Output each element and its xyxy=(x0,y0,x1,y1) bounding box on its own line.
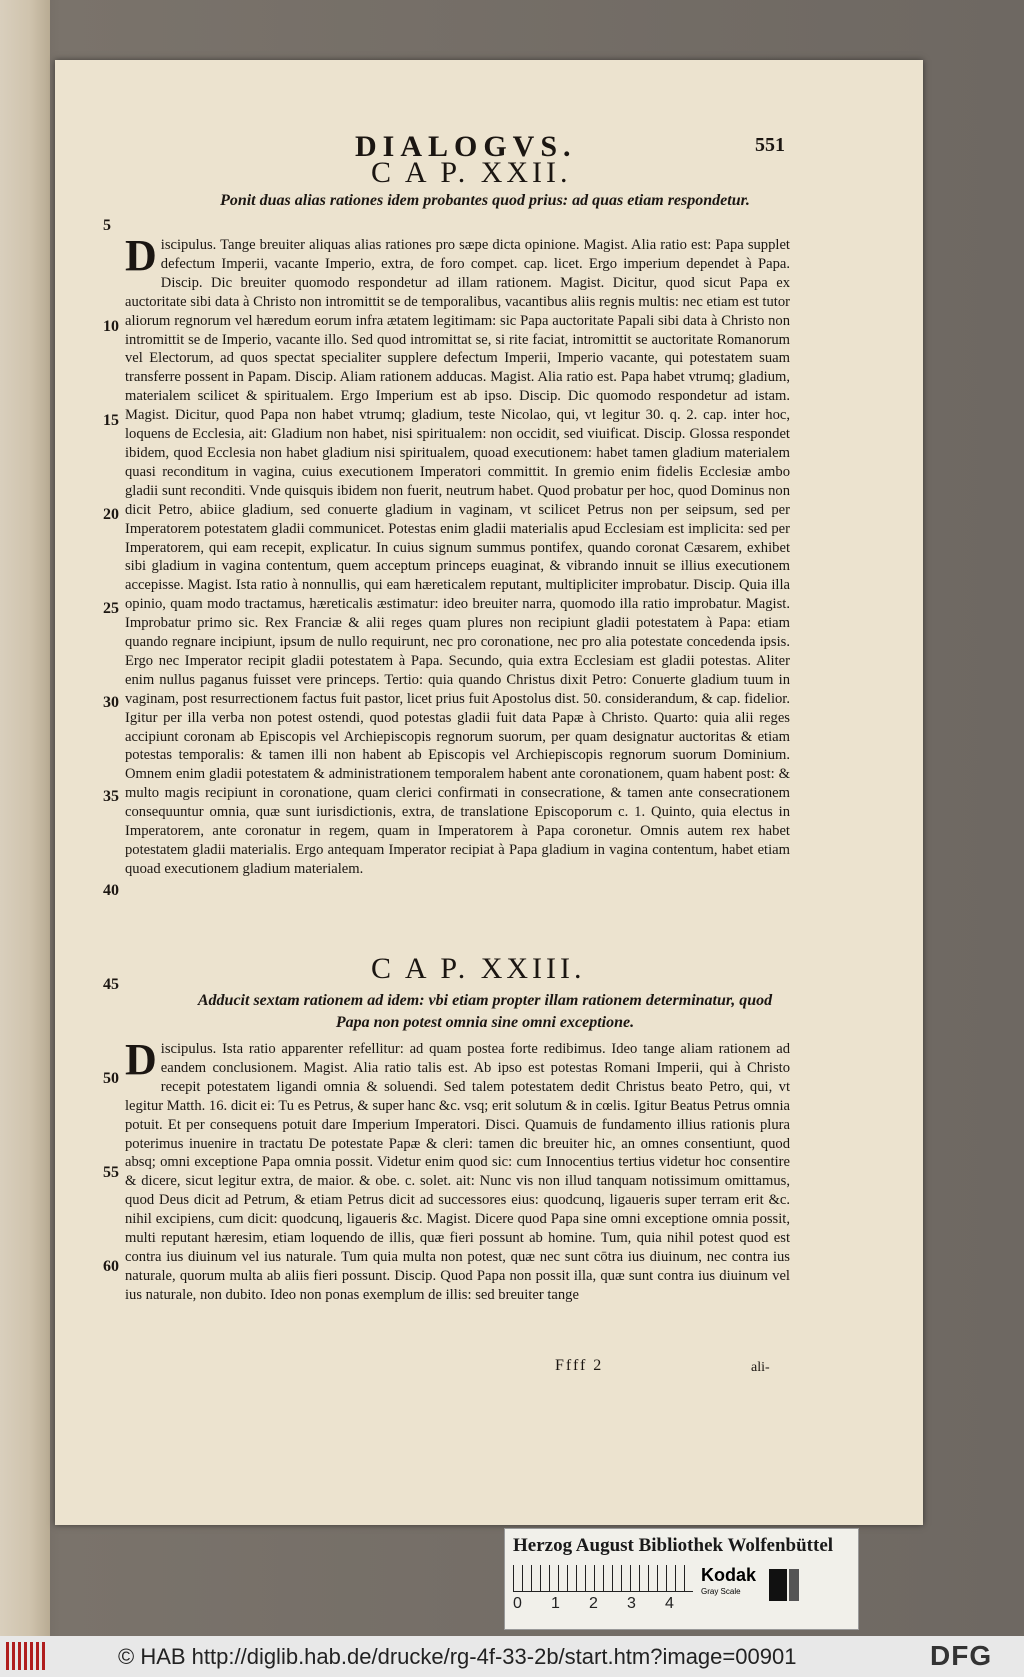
gray-scale-label: Gray Scale xyxy=(701,1587,741,1596)
ruler-numbers xyxy=(513,1595,703,1613)
line-number: 5 xyxy=(103,217,111,234)
color-calibration-card xyxy=(504,1528,859,1630)
kodak-brand: Kodak xyxy=(701,1565,757,1585)
line-number: 45 xyxy=(103,976,119,993)
line-number: 55 xyxy=(103,1164,119,1181)
footer-bar xyxy=(0,1636,1024,1677)
chapter-22-body xyxy=(125,231,790,952)
chapter-22-text: iscipulus. Tange breuiter aliquas alias rationes pro sæpe dicta opinione. Magist. Alia ratio est: Papa supplet defectum Imperii, vacante Imperio, extra, de foro compet. cap. licet. Ergo imperium dependet à Papa. Discip. Dic breuiter quomodo respondetur ad illam rationem. Magist. Dicitur, quod sicut Papa ex auctoritate sibi data à Christo non intromittit se de temporalibus, vacantibus aliis regnis multis: nec etiam est tutor aliorum regnorum vel hæredum eorum infra ætatem legitimam: sic Papa auctoritate Papali sibi data à Christo non intromittit se de Imperio, vacante illo. Sed quod intromittat se, si rite faciat, intromittit se auctoritate Romanorum vel Electorum, ad quos spectat specialiter supplere defectum Imperii, Imperio vacante, qui potestatem suam transferre possent in Papam. Discip. Aliam rationem adducas. Magist. Alia ratio est. Papa habet vtrumq; gladium, materialem scilicet & spiritualem. Ergo Imperium est ab ipso. Discip. Dic quomodo respondetur ad istam. Magist. Dicitur, quod Papa non habet vtrumq; gladium, teste Nicolao, qui, vt legitur 30. q. 2. cap. inter hoc, loquens de Ecclesia, ait: Gladium non habet, nisi spiritualem: non occidit, sed viuificat. Discip. Glossa respondet ibidem, quod Ecclesia non habet gladium nisi spiritualem, quoad executionem: habet tamen gladium materialem quasi reconditum in vagina, cuius executionem Imperatori committit. In gremio enim fidelis Ecclesiæ ambo gladii sunt reconditi. Vnde quisquis ibidem non fuerit, neutrum habet. Quod probatur per hoc, quod Dominus non dicit Petro, abiice gladium, sed conuerte gladium in vaginam, vt scilicet Petrus non per seipsum, sed per Imperatorem potestatem gladii communicet. Potestas enim gladii materialis apud Ecclesiam est implicita: sed per Imperatorem, qui eam recepit, explicatur. In cuius signum summus pontifex, quando coronat Cæsarem, exhibet sibi gladium in vagina contentum, quem acceptum princeps euaginat, & vibrando innuit se illius executionem accepisse. Magist. Ista ratio à nonnullis, qui eam hæreticalem reputant, multipliciter improbatur. Discip. Quia illa opinio, quam modo tractamus, hæreticalis æstimatur: ideo breuiter narra, quomodo illa ratio improbatur. Magist. Improbatur primo sic. Rex Franciæ & alii reges quam plures non recipiunt gladii potestatem à Papa: etiam quando regnare incipiunt, ipsum de nullo requirunt, nec pro coronatione, nec pro alia potestate concedenda ipsis. Ergo nec Imperator recipit gladii potestatem à Papa. Secundo, quia extra Ecclesiam est gladii potestas. Aliter enim nullus paganus fuisset vere princeps. Tertio: quia quando Christus dixit Petro: Conuerte gladium tuum in vaginam, post resurrectionem factus fuit pastor, licet prius fuit Apostolus dist. 50. considerandum, & cap. fidelior. Igitur per illa verba non potest ostendi, quod potestas gladii fuit data Papæ à Christo. Quarto: quia alii reges accipiunt coronam ab Episcopis vel Archiepiscopis regnorum suorum, per quam designatur auctoritas & etiam potestas temporalis: & tamen illi non habent ab Episcopis vel Archiepiscopis regnorum suorum Dominium. Omnem enim gladii potestatem & administrationem temporalem habent ante coronationem, quam habent post: & multo magis recipiunt in coronatione, quam clerici confirmati in consecratione, & tamen ante consecrationem consequuntur omnia, quæ sunt iurisdictionis, extra, de translatione Episcoporum c. 1. Quinto, quia electus in Imperatorem, ante coronatur in regem, quam in Imperatorem à Papa coronetur. Omnis autem rex habet potestatem gladii materialis. Ergo antequam Imperator recipiat à Papa gladium in vagina contentum, habet etiam quoad executionem gladium materialem. xyxy=(125,237,790,877)
folio-number: 551 xyxy=(755,134,785,156)
line-number: 35 xyxy=(103,788,119,805)
adjacent-page-edge xyxy=(0,0,50,1636)
chapter-22-heading: C A P. XXII. xyxy=(371,156,572,189)
ruler-number: 3 xyxy=(627,1595,636,1612)
chapter-23-dropcap: D xyxy=(125,1035,157,1084)
ruler-number: 1 xyxy=(551,1595,560,1612)
chapter-22-summary: Ponit duas alias rationes idem probantes quod prius: ad quas etiam respondetur. xyxy=(220,192,750,209)
chapter-23-text: iscipulus. Ista ratio apparenter refellitur: ad quam postea forte redibimus. Ideo tange aliam rationem ad eandem conclusionem. Magist. Alia ratio talis est. Ab ipso est potestas Romani Imperii, qui à Christo recepit potestatem ligandi omnia & soluendi. Sed talem potestatem dedit Christus beato Petro, qui, vt legitur Matth. 16. dicit ei: Tu es Petrus, & super hanc &c. vsq; erit solutum & in cœlis. Igitur Beatus Petrus omnia potuit. Et per consequens potuit dare Imperium Imperatori. Disci. Quamuis de fundamento illius rationis plura poterimus inuenire in tractatu De potestate Papæ & cleri: tamen dic breuiter hic, an omnes consentiunt, quod absq; omni exceptione Papa omnia possit. Videtur enim quod sic: cum Innocentius tertius videtur hoc consentire & dicere, sicut legitur extra, de maior. & obe. c. solet. ait: Nunc vis non illud tanquam notissimum omittamus, quod Deus dicit ad Petrum, & etiam Petrus dicit ad successores eius: quodcunq, ligaueris super terram erit &c. nihil excipiens, cum dicit: quodcunq, ligaueris &c. Magist. Dicere quod Papa sine omni exceptione omnia possit, multi reputant hæresim, etiam loquendo de illis, quæ fieri possunt ab homine. Tum, quia nihil potest quod est contra ius diuinum vel ius naturale. Tum quia multa non potest, quæ nec sunt cōtra ius diuinum, nec contra ius naturale, quorum multa ab aliis fieri possunt. Discip. Quod Papa non possit illa, quæ sunt contra ius diuinum vel ius naturale, non dubito. Ideo non ponas exemplum de illis: sed breuiter tange xyxy=(125,1041,790,1303)
line-number: 15 xyxy=(103,412,119,429)
line-number: 40 xyxy=(103,882,119,899)
chapter-22-dropcap: D xyxy=(125,231,157,280)
measurement-ruler xyxy=(513,1565,693,1592)
line-number: 20 xyxy=(103,506,119,523)
book-page xyxy=(55,60,923,1525)
gray-swatch-mid xyxy=(789,1569,799,1601)
signature-mark: Ffff 2 xyxy=(555,1357,604,1374)
gray-swatch-dark xyxy=(769,1569,787,1601)
line-number: 50 xyxy=(103,1070,119,1087)
chapter-23-body xyxy=(125,1035,790,1350)
page-content xyxy=(55,60,923,1525)
running-head: DIALOGVS. xyxy=(355,130,577,163)
line-number: 60 xyxy=(103,1258,119,1275)
color-card-title: Herzog August Bibliothek Wolfenbüttel xyxy=(513,1535,834,1556)
chapter-23-summary: Adducit sextam rationem ad idem: vbi etiam propter illam rationem determinatur, quod Papa non potest omnia sine omni exceptione. xyxy=(197,992,773,1031)
ruler-number: 4 xyxy=(665,1595,674,1612)
catchword: ali- xyxy=(751,1360,770,1375)
ruler-number: 2 xyxy=(589,1595,598,1612)
line-number: 30 xyxy=(103,694,119,711)
ruler-number: 0 xyxy=(513,1595,522,1612)
chapter-23-heading: C A P. XXIII. xyxy=(371,952,586,985)
hab-logo-icon xyxy=(6,1642,46,1670)
source-link[interactable]: © HAB http://diglib.hab.de/drucke/rg-4f-33-2b/start.htm?image=00901 xyxy=(118,1644,797,1669)
dfg-logo: DFG xyxy=(930,1640,993,1671)
line-number: 25 xyxy=(103,600,119,617)
line-number: 10 xyxy=(103,318,119,335)
